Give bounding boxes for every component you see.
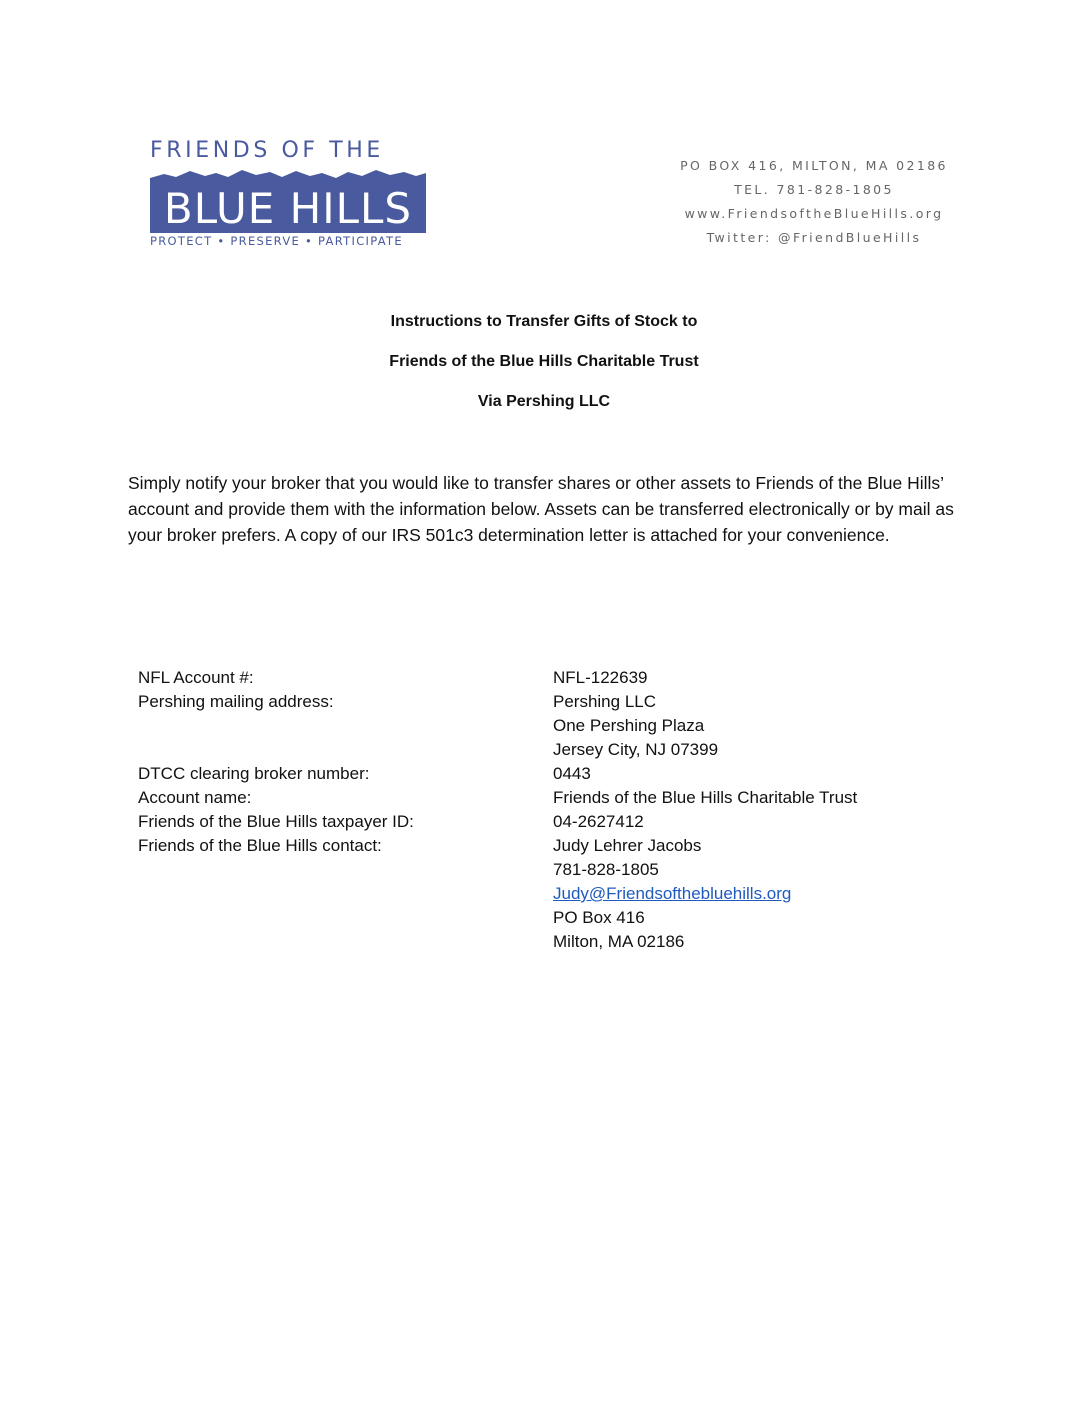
taxpayer-id-value: 04-2627412 xyxy=(553,812,644,831)
info-row-contact xyxy=(138,834,938,954)
mailing-address-line: Pershing LLC xyxy=(553,692,657,711)
org-address: PO BOX 416, MILTON, MA 02186 xyxy=(680,158,948,173)
account-name-value: Friends of the Blue Hills Charitable Trust xyxy=(553,788,858,807)
contact-email-wrapper xyxy=(553,882,938,906)
info-value xyxy=(553,762,938,786)
info-label: Friends of the Blue Hills contact: xyxy=(138,836,382,855)
info-label: Friends of the Blue Hills taxpayer ID: xyxy=(138,812,414,831)
nfl-account-value: NFL-122639 xyxy=(553,668,648,687)
mailing-address-line: One Pershing Plaza xyxy=(553,716,705,735)
logo-tagline: PROTECT • PRESERVE • PARTICIPATE xyxy=(150,234,403,248)
contact-address1: PO Box 416 xyxy=(553,908,645,927)
contact-phone: 781-828-1805 xyxy=(553,860,659,879)
info-value xyxy=(553,810,938,834)
info-label: DTCC clearing broker number: xyxy=(138,764,370,783)
logo-line1: FRIENDS OF THE xyxy=(150,138,384,163)
logo-mountain-band xyxy=(150,168,426,233)
contact-name: Judy Lehrer Jacobs xyxy=(553,836,702,855)
info-value xyxy=(553,834,938,954)
info-label: Pershing mailing address: xyxy=(138,692,334,711)
info-row-nfl-account xyxy=(138,666,938,690)
mailing-address-line: Jersey City, NJ 07399 xyxy=(553,740,719,759)
org-logo xyxy=(148,138,430,250)
org-twitter: Twitter: @FriendBlueHills xyxy=(706,230,922,245)
info-value xyxy=(553,786,938,810)
info-row-account-name xyxy=(138,786,938,810)
info-row-taxpayer-id xyxy=(138,810,938,834)
info-value xyxy=(553,666,938,690)
info-value xyxy=(553,690,938,762)
logo-line2: BLUE HILLS xyxy=(163,184,413,233)
contact-address2: Milton, MA 02186 xyxy=(553,932,685,951)
org-contact-block xyxy=(636,154,992,250)
intro-paragraph: Simply notify your broker that you would like to transfer shares or other assets to Friends of the Blue Hills’ account and provide them with the information below. Assets can be transferred electronically or by mail as your broker prefers. A copy of our IRS 501c3 determination letter is attached for your convenience. xyxy=(128,473,954,545)
title-line3: Via Pershing LLC xyxy=(477,393,611,410)
org-website: www.FriendsoftheBlueHills.org xyxy=(684,206,944,221)
title-line2: Friends of the Blue Hills Charitable Trust xyxy=(389,353,699,370)
info-label: NFL Account #: xyxy=(138,668,254,687)
info-row-mailing-address xyxy=(138,690,938,762)
transfer-info-table xyxy=(138,666,938,954)
org-phone: TEL. 781-828-1805 xyxy=(734,182,894,197)
title-line1: Instructions to Transfer Gifts of Stock to xyxy=(390,313,698,330)
dtcc-value: 0443 xyxy=(553,764,591,783)
contact-email-link[interactable]: Judy@Friendsofthebluehills.org xyxy=(553,884,792,903)
info-label: Account name: xyxy=(138,788,252,807)
document-title xyxy=(0,310,1088,430)
info-row-dtcc xyxy=(138,762,938,786)
